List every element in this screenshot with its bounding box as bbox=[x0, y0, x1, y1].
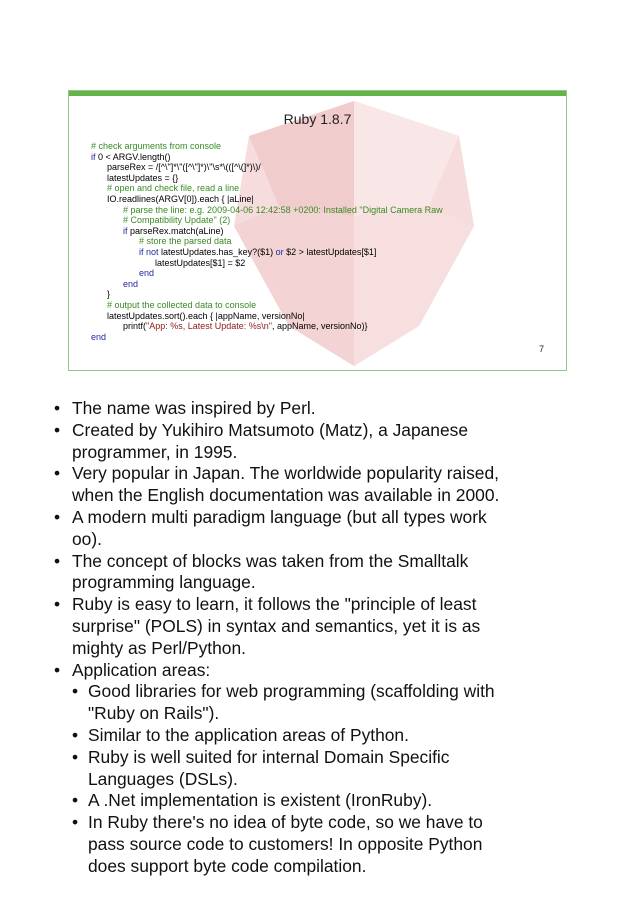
bullet-item bbox=[72, 790, 614, 812]
code-line bbox=[91, 247, 443, 258]
bullet-item bbox=[54, 463, 614, 507]
code-line bbox=[91, 321, 443, 332]
bullet-dot-icon: • bbox=[54, 506, 61, 527]
bullet-dot-icon: • bbox=[72, 812, 79, 833]
bullet-text-line: In Ruby there's no idea of byte code, so we have to bbox=[88, 812, 483, 833]
code-line bbox=[91, 311, 443, 322]
code-text: parseRex = /[^\"]*\"([^\"]*)\"\s*\(([^\(]*)\)/ bbox=[107, 162, 261, 173]
bullet-item bbox=[72, 725, 614, 747]
bullet-text-line: The concept of blocks was taken from the Smalltalk bbox=[72, 550, 469, 571]
code-comment: # check arguments from console bbox=[91, 141, 222, 151]
code-comment: # output the collected data to console bbox=[107, 299, 257, 310]
bullet-item bbox=[54, 594, 614, 659]
bullet-dot-icon: • bbox=[54, 594, 61, 615]
code-text: latestUpdates.has_key?($1) bbox=[158, 246, 276, 257]
code-line bbox=[91, 141, 443, 152]
code-keyword: if not bbox=[139, 246, 159, 257]
code-keyword: if bbox=[91, 151, 96, 162]
code-text: printf( bbox=[123, 321, 147, 332]
bullet-text-line: pass source code to customers! In opposite Python bbox=[88, 833, 483, 854]
code-text: } bbox=[107, 289, 111, 300]
bullet-text-line: programmer, in 1995. bbox=[72, 441, 238, 462]
code-line bbox=[91, 279, 443, 290]
bullet-dot-icon: • bbox=[54, 419, 61, 440]
code-line bbox=[91, 183, 443, 194]
code-text: latestUpdates[$1] = $2 bbox=[155, 257, 246, 268]
bullet-item bbox=[72, 681, 614, 725]
bullet-text-line: mighty as Perl/Python. bbox=[72, 637, 246, 658]
bullet-text-line: Created by Yukihiro Matsumoto (Matz), a Japanese bbox=[72, 419, 468, 440]
code-line bbox=[91, 162, 443, 173]
bullet-text-line: when the English documentation was available in 2000. bbox=[72, 485, 500, 506]
code-text: latestUpdates = {} bbox=[107, 172, 179, 183]
bullet-item bbox=[72, 747, 614, 791]
code-line bbox=[91, 268, 443, 279]
code-comment: # store the parsed data bbox=[139, 236, 232, 247]
bullet-text-line: Ruby is easy to learn, it follows the "principle of least bbox=[72, 594, 477, 615]
bullet-dot-icon: • bbox=[72, 724, 79, 745]
bullet-text-line: does support byte code compilation. bbox=[88, 855, 367, 876]
slide-thumbnail bbox=[68, 90, 567, 371]
bullet-text-line: The name was inspired by Perl. bbox=[72, 398, 316, 418]
code-keyword: end bbox=[91, 331, 107, 342]
bullet-text-line: oo). bbox=[72, 528, 102, 549]
bullet-item bbox=[54, 398, 614, 420]
bullet-text-line: Similar to the application areas of Python. bbox=[88, 724, 409, 745]
bullet-item bbox=[54, 507, 614, 551]
code-text: parseRex.match(aLine) bbox=[127, 225, 224, 236]
code-keyword: end bbox=[139, 268, 155, 279]
code-text: 0 < ARGV.length() bbox=[95, 151, 171, 162]
bullet-list bbox=[54, 398, 614, 878]
code-line bbox=[91, 215, 443, 226]
code-text: , appName, versionNo)} bbox=[271, 321, 368, 332]
sub-bullet-list bbox=[72, 681, 614, 877]
code-text: $2 > latestUpdates[$1] bbox=[283, 246, 377, 257]
code-line bbox=[91, 289, 443, 300]
code-block bbox=[91, 141, 443, 342]
code-line bbox=[91, 152, 443, 163]
bullet-text-line: A modern multi paradigm language (but all types work bbox=[72, 506, 487, 527]
code-comment: # Compatibility Update" (2) bbox=[123, 215, 231, 226]
code-line bbox=[91, 173, 443, 184]
bullet-dot-icon: • bbox=[54, 463, 61, 484]
bullet-dot-icon: • bbox=[54, 659, 61, 680]
code-line bbox=[91, 226, 443, 237]
bullet-text-line: programming language. bbox=[72, 572, 256, 593]
bullet-text-line: Good libraries for web programming (scaffolding with bbox=[88, 681, 495, 702]
bullet-text-line: Application areas: bbox=[72, 659, 211, 680]
bullet-text-line: "Ruby on Rails"). bbox=[88, 703, 220, 724]
code-text: latestUpdates.sort().each { |appName, versionNo| bbox=[107, 310, 305, 321]
bullet-item bbox=[54, 551, 614, 595]
code-line bbox=[91, 258, 443, 269]
bullet-item bbox=[54, 420, 614, 464]
bullet-dot-icon: • bbox=[72, 746, 79, 767]
bullet-text-line: surprise" (POLS) in syntax and semantics, yet it is as bbox=[72, 615, 481, 636]
code-comment: # open and check file, read a line bbox=[107, 183, 240, 194]
code-keyword: or bbox=[275, 246, 284, 257]
code-comment: # parse the line: e.g. 2009-04-06 12:42:58 +0200: Installed "Digital Camera Raw bbox=[123, 204, 443, 215]
bullet-text-line: Ruby is well suited for internal Domain Specific bbox=[88, 746, 450, 767]
page-number: 7 bbox=[538, 344, 544, 354]
code-line bbox=[91, 194, 443, 205]
bullet-item bbox=[54, 660, 614, 878]
code-line bbox=[91, 300, 443, 311]
bullet-text-line: Languages (DSLs). bbox=[88, 768, 238, 789]
bullet-dot-icon: • bbox=[72, 681, 79, 702]
bullet-text-line: Very popular in Japan. The worldwide popularity raised, bbox=[72, 463, 499, 484]
code-line bbox=[91, 205, 443, 216]
code-keyword: if bbox=[123, 225, 128, 236]
bullet-dot-icon: • bbox=[72, 790, 79, 811]
code-line bbox=[91, 332, 443, 343]
code-text: IO.readlines(ARGV[0]).each { |aLine| bbox=[107, 193, 254, 204]
bullet-item bbox=[72, 812, 614, 877]
code-string: "App: %s, Latest Update: %s\n" bbox=[146, 321, 272, 332]
code-keyword: end bbox=[123, 278, 139, 289]
bullet-dot-icon: • bbox=[54, 398, 61, 418]
code-line bbox=[91, 236, 443, 247]
bullet-dot-icon: • bbox=[54, 550, 61, 571]
bullet-text-line: A .Net implementation is existent (IronRuby). bbox=[88, 790, 433, 811]
slide-title: Ruby 1.8.7 bbox=[283, 111, 352, 127]
